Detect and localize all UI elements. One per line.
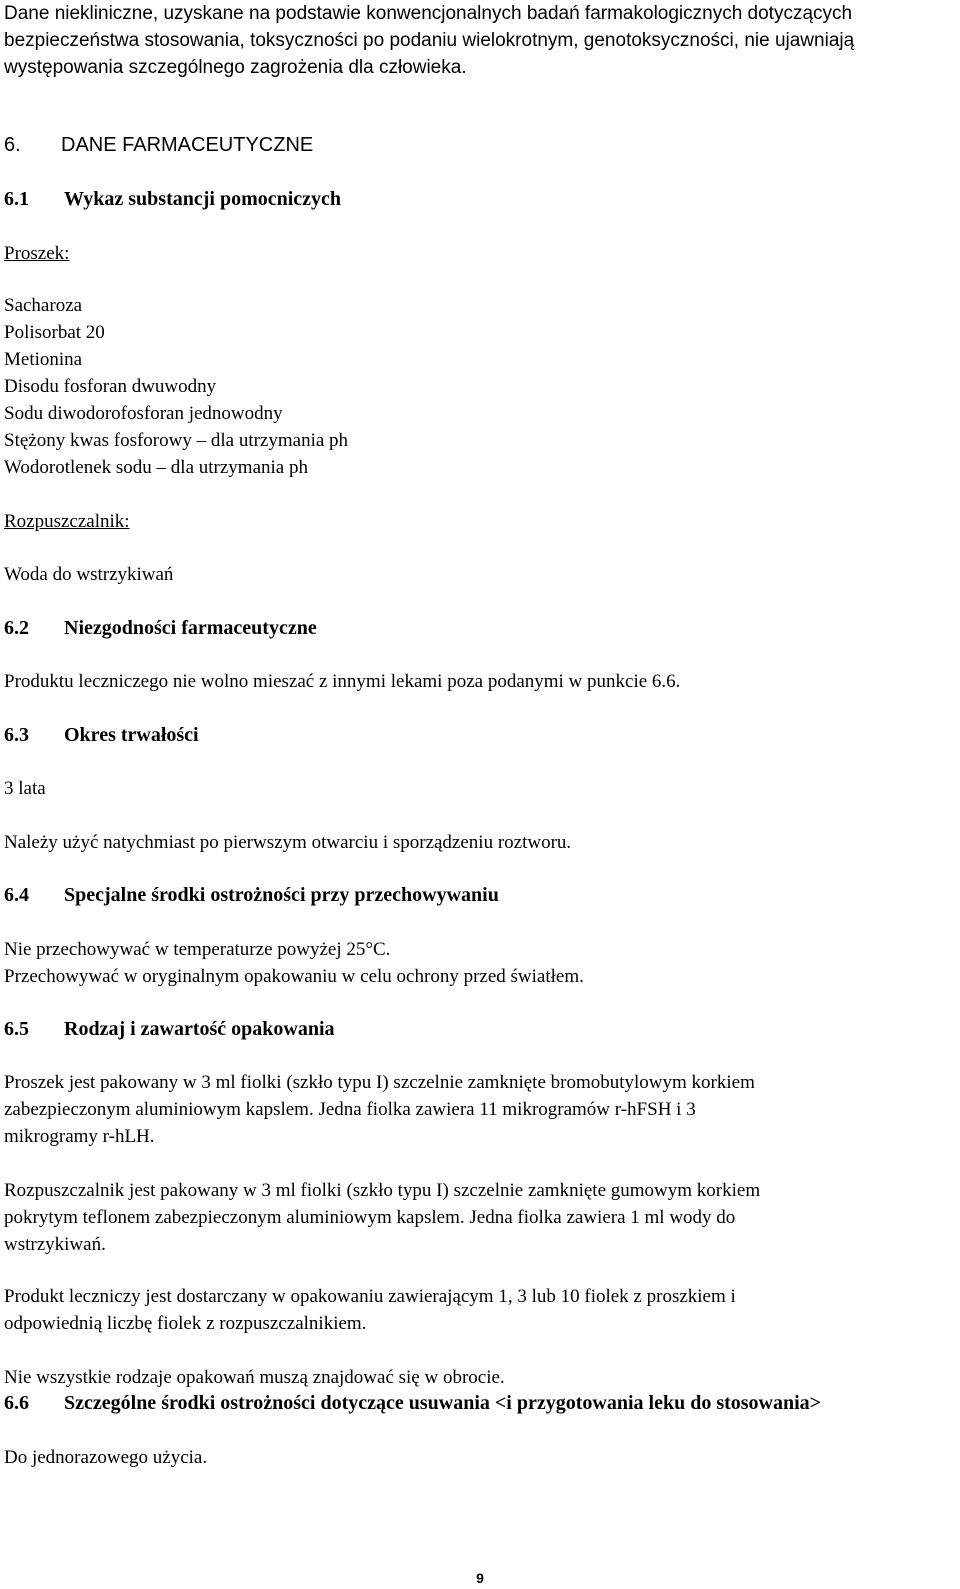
section-6-4-heading	[4, 882, 499, 909]
section-number: 6.5	[4, 1018, 29, 1040]
intro-line: występowania szczególnego zagrożenia dla człowieka.	[4, 57, 467, 78]
container-paragraph-pack-sizes	[4, 1283, 952, 1337]
list-item: Metionina	[4, 349, 83, 370]
solvent-label: Rozpuszczalnik:	[4, 511, 130, 532]
section-number: 6.2	[4, 617, 29, 639]
paragraph-line: mikrogramy r-hLH.	[4, 1126, 155, 1147]
powder-label: Proszek:	[4, 243, 70, 264]
solvent-item: Woda do wstrzykiwań	[4, 564, 174, 585]
container-paragraph-powder	[4, 1069, 952, 1150]
section-number: 6.1	[4, 188, 29, 210]
list-item: Wodorotlenek sodu – dla utrzymania ph	[4, 457, 308, 478]
section-6-5-heading	[4, 1016, 335, 1043]
paragraph-line: Rozpuszczalnik jest pakowany w 3 ml fiolki (szkło typu I) szczelnie zamknięte gumowym korkiem	[4, 1180, 761, 1201]
intro-line: bezpieczeństwa stosowania, toksyczności po podaniu wielokrotnym, genotoksyczności, nie ujawniają	[4, 30, 855, 51]
list-item: Disodu fosforan dwuwodny	[4, 376, 217, 397]
intro-paragraph	[4, 0, 952, 81]
section-6-3-heading	[4, 722, 199, 749]
section-number: 6.4	[4, 884, 29, 906]
shelf-life-note: Należy użyć natychmiast po pierwszym otwarciu i sporządzeniu roztworu.	[4, 832, 572, 853]
paragraph-line: zabezpieczonym aluminiowym kapslem. Jedna fiolka zawiera 11 mikrogramów r-hFSH i 3	[4, 1099, 696, 1120]
powder-excipient-list	[4, 292, 952, 481]
paragraph-line: Produkt leczniczy jest dostarczany w opakowaniu zawierającym 1, 3 lub 10 fiolek z proszkiem i	[4, 1286, 736, 1307]
section-title: Specjalne środki ostrożności przy przechowywaniu	[64, 884, 499, 906]
storage-line: Nie przechowywać w temperaturze powyżej 25°C.	[4, 939, 391, 960]
list-item: Stężony kwas fosforowy – dla utrzymania ph	[4, 430, 349, 451]
section-number: 6.3	[4, 724, 29, 746]
paragraph-line: pokrytym teflonem zabezpieczonym aluminiowym kapslem. Jedna fiolka zawiera 1 ml wody do	[4, 1207, 736, 1228]
section-number: 6.6	[4, 1392, 29, 1414]
section-title: Rodzaj i zawartość opakowania	[64, 1018, 335, 1040]
section-6-1-heading	[4, 186, 341, 213]
section-number: 6.	[4, 134, 21, 156]
section-6-6-text: Do jednorazowego użycia.	[4, 1447, 208, 1468]
intro-line: Dane niekliniczne, uzyskane na podstawie konwencjonalnych badań farmakologicznych dotyczących	[4, 3, 853, 24]
list-item: Polisorbat 20	[4, 322, 105, 343]
shelf-life-value: 3 lata	[4, 778, 46, 799]
section-6-2-text: Produktu leczniczego nie wolno mieszać z innymi lekami poza podanymi w punkcie 6.6.	[4, 671, 681, 692]
storage-instructions	[4, 936, 952, 990]
paragraph-line: odpowiednią liczbę fiolek z rozpuszczalnikiem.	[4, 1313, 367, 1334]
section-title: Niezgodności farmaceutyczne	[64, 617, 317, 639]
paragraph-line: Proszek jest pakowany w 3 ml fiolki (szkło typu I) szczelnie zamknięte bromobutylowym korkiem	[4, 1072, 755, 1093]
container-paragraph-solvent	[4, 1177, 952, 1258]
section-title: Wykaz substancji pomocniczych	[64, 188, 342, 210]
section-6-6-heading	[4, 1390, 821, 1417]
paragraph-line: wstrzykiwań.	[4, 1234, 106, 1255]
section-title: Szczególne środki ostrożności dotyczące usuwania <i przygotowania leku do stosowania>	[64, 1392, 822, 1414]
section-title: Okres trwałości	[64, 724, 199, 746]
list-item: Sodu diwodorofosforan jednowodny	[4, 403, 283, 424]
container-paragraph-marketing: Nie wszystkie rodzaje opakowań muszą znajdować się w obrocie.	[4, 1367, 505, 1388]
list-item: Sacharoza	[4, 295, 83, 316]
page-number: 9	[476, 1570, 484, 1586]
storage-line: Przechowywać w oryginalnym opakowaniu w celu ochrony przed światłem.	[4, 966, 584, 987]
section-title: DANE FARMACEUTYCZNE	[61, 134, 314, 156]
section-6-heading	[4, 132, 952, 159]
section-6-2-heading	[4, 615, 317, 642]
